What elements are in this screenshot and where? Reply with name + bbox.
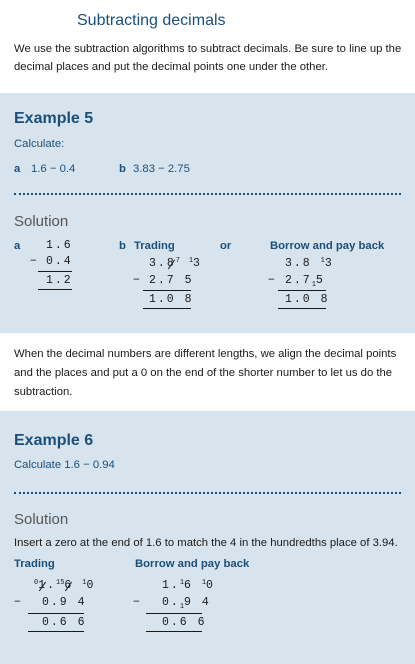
borrow-line-2: [146, 631, 202, 632]
carried-ten: 1: [188, 257, 194, 265]
example-5-title: Example 5: [14, 110, 94, 127]
example-6-panel: [0, 411, 415, 664]
example-6-instruction: Insert a zero at the end of 1.6 to match the 4 in the hundredths place of 3.94.: [14, 537, 398, 549]
borrow-result: 1.0 8: [285, 293, 330, 306]
sol-a-line-1: [38, 271, 72, 272]
borrow-line-1: [278, 290, 326, 291]
sol-a-minus-sign: −: [30, 255, 39, 268]
sol-a-result: 1.2: [46, 274, 73, 287]
digits: 2.7: [285, 274, 312, 287]
sol-a-line-2: [38, 289, 72, 290]
trading-heading: Trading: [14, 558, 55, 570]
digit-end: 9 4: [184, 596, 211, 609]
digits: 3.8: [285, 257, 312, 270]
example-5-prompt: Calculate:: [14, 138, 65, 150]
trading-result: 1.0 8: [149, 293, 194, 306]
borrow-line-2: [278, 308, 326, 309]
payback-one: 1: [179, 603, 185, 611]
dotted-divider: [14, 492, 401, 494]
borrowed-ten: 1: [201, 579, 207, 587]
trading-minus-sign: −: [14, 596, 23, 609]
dotted-divider: [14, 193, 401, 195]
or-label: or: [220, 240, 232, 252]
trading-line-2: [28, 631, 84, 632]
trading-line-1: [143, 290, 191, 291]
digits: 0.: [162, 596, 180, 609]
carried-ten: 1: [82, 579, 87, 587]
example-5-solution-title: Solution: [14, 213, 69, 230]
borrow-line-1: [146, 613, 202, 614]
solution-a-label: a: [14, 240, 21, 252]
middle-paragraph: When the decimal numbers are different lengths, we align the decimal points and the places and put a 0 on the end of the shorter number to let us do the subtraction.: [14, 348, 397, 398]
borrow-heading: Borrow and pay back: [270, 240, 385, 252]
example-6-solution-title: Solution: [14, 511, 69, 528]
payback-one: 1: [311, 281, 316, 289]
part-b-label: b: [119, 163, 126, 175]
digits: 1.: [162, 579, 180, 592]
borrowed-ten: 1: [179, 579, 185, 587]
borrow-bottom-number: [285, 274, 325, 287]
digit-end: 3: [193, 257, 202, 270]
borrowed-ten: 1: [320, 257, 325, 265]
crossed-digit: 6: [64, 579, 74, 592]
trading-bottom-number: 0.9 4: [42, 596, 87, 609]
part-a-expression: 1.6 − 0.4: [31, 163, 76, 175]
part-b-expression: 3.83 − 2.75: [133, 163, 190, 175]
intro-paragraph: We use the subtraction algorithms to subtract decimals. Be sure to line up the decimal places and put the decimal points one under the other.: [14, 43, 402, 73]
trading-result: 0.6 6: [42, 616, 87, 629]
trading-line-2: [143, 308, 191, 309]
borrow-minus-sign: −: [268, 274, 277, 287]
traded-digit: 7: [175, 257, 180, 265]
solution-b-label: b: [119, 240, 126, 252]
crossed-digit: 1: [38, 579, 48, 592]
digit-end: 0: [86, 579, 96, 592]
sol-a-top-number: 1.6: [46, 239, 73, 252]
digit: 6: [184, 579, 193, 592]
decimal-point: .: [47, 579, 57, 592]
crossed-digit: 8: [166, 257, 176, 270]
section-title: Subtracting decimals: [77, 12, 226, 29]
traded-digit: 0: [34, 579, 39, 587]
digit-end: 0: [206, 579, 215, 592]
borrow-top-number: [285, 257, 334, 270]
digit-end: 5: [315, 274, 325, 287]
digit-end: 3: [324, 257, 334, 270]
borrow-heading: Borrow and pay back: [135, 558, 250, 570]
borrow-result: 0.6 6: [162, 616, 207, 629]
borrow-minus-sign: −: [133, 596, 142, 609]
example-5-panel: [0, 93, 415, 333]
sol-a-bottom-number: 0.4: [46, 255, 73, 268]
traded-digit: 15: [56, 579, 65, 587]
digit-3: 3.: [149, 257, 167, 270]
trading-bottom-number: 2.7 5: [149, 274, 194, 287]
borrow-bottom-number: [162, 596, 211, 609]
borrow-top-number: [162, 579, 215, 592]
trading-heading: Trading: [134, 240, 175, 252]
trading-minus-sign: −: [133, 274, 142, 287]
part-a-label: a: [14, 163, 21, 175]
example-6-title: Example 6: [14, 432, 94, 449]
trading-top-number: [149, 257, 202, 270]
trading-top-number: [34, 579, 95, 592]
trading-line-1: [28, 613, 84, 614]
example-6-prompt: Calculate 1.6 − 0.94: [14, 459, 115, 471]
